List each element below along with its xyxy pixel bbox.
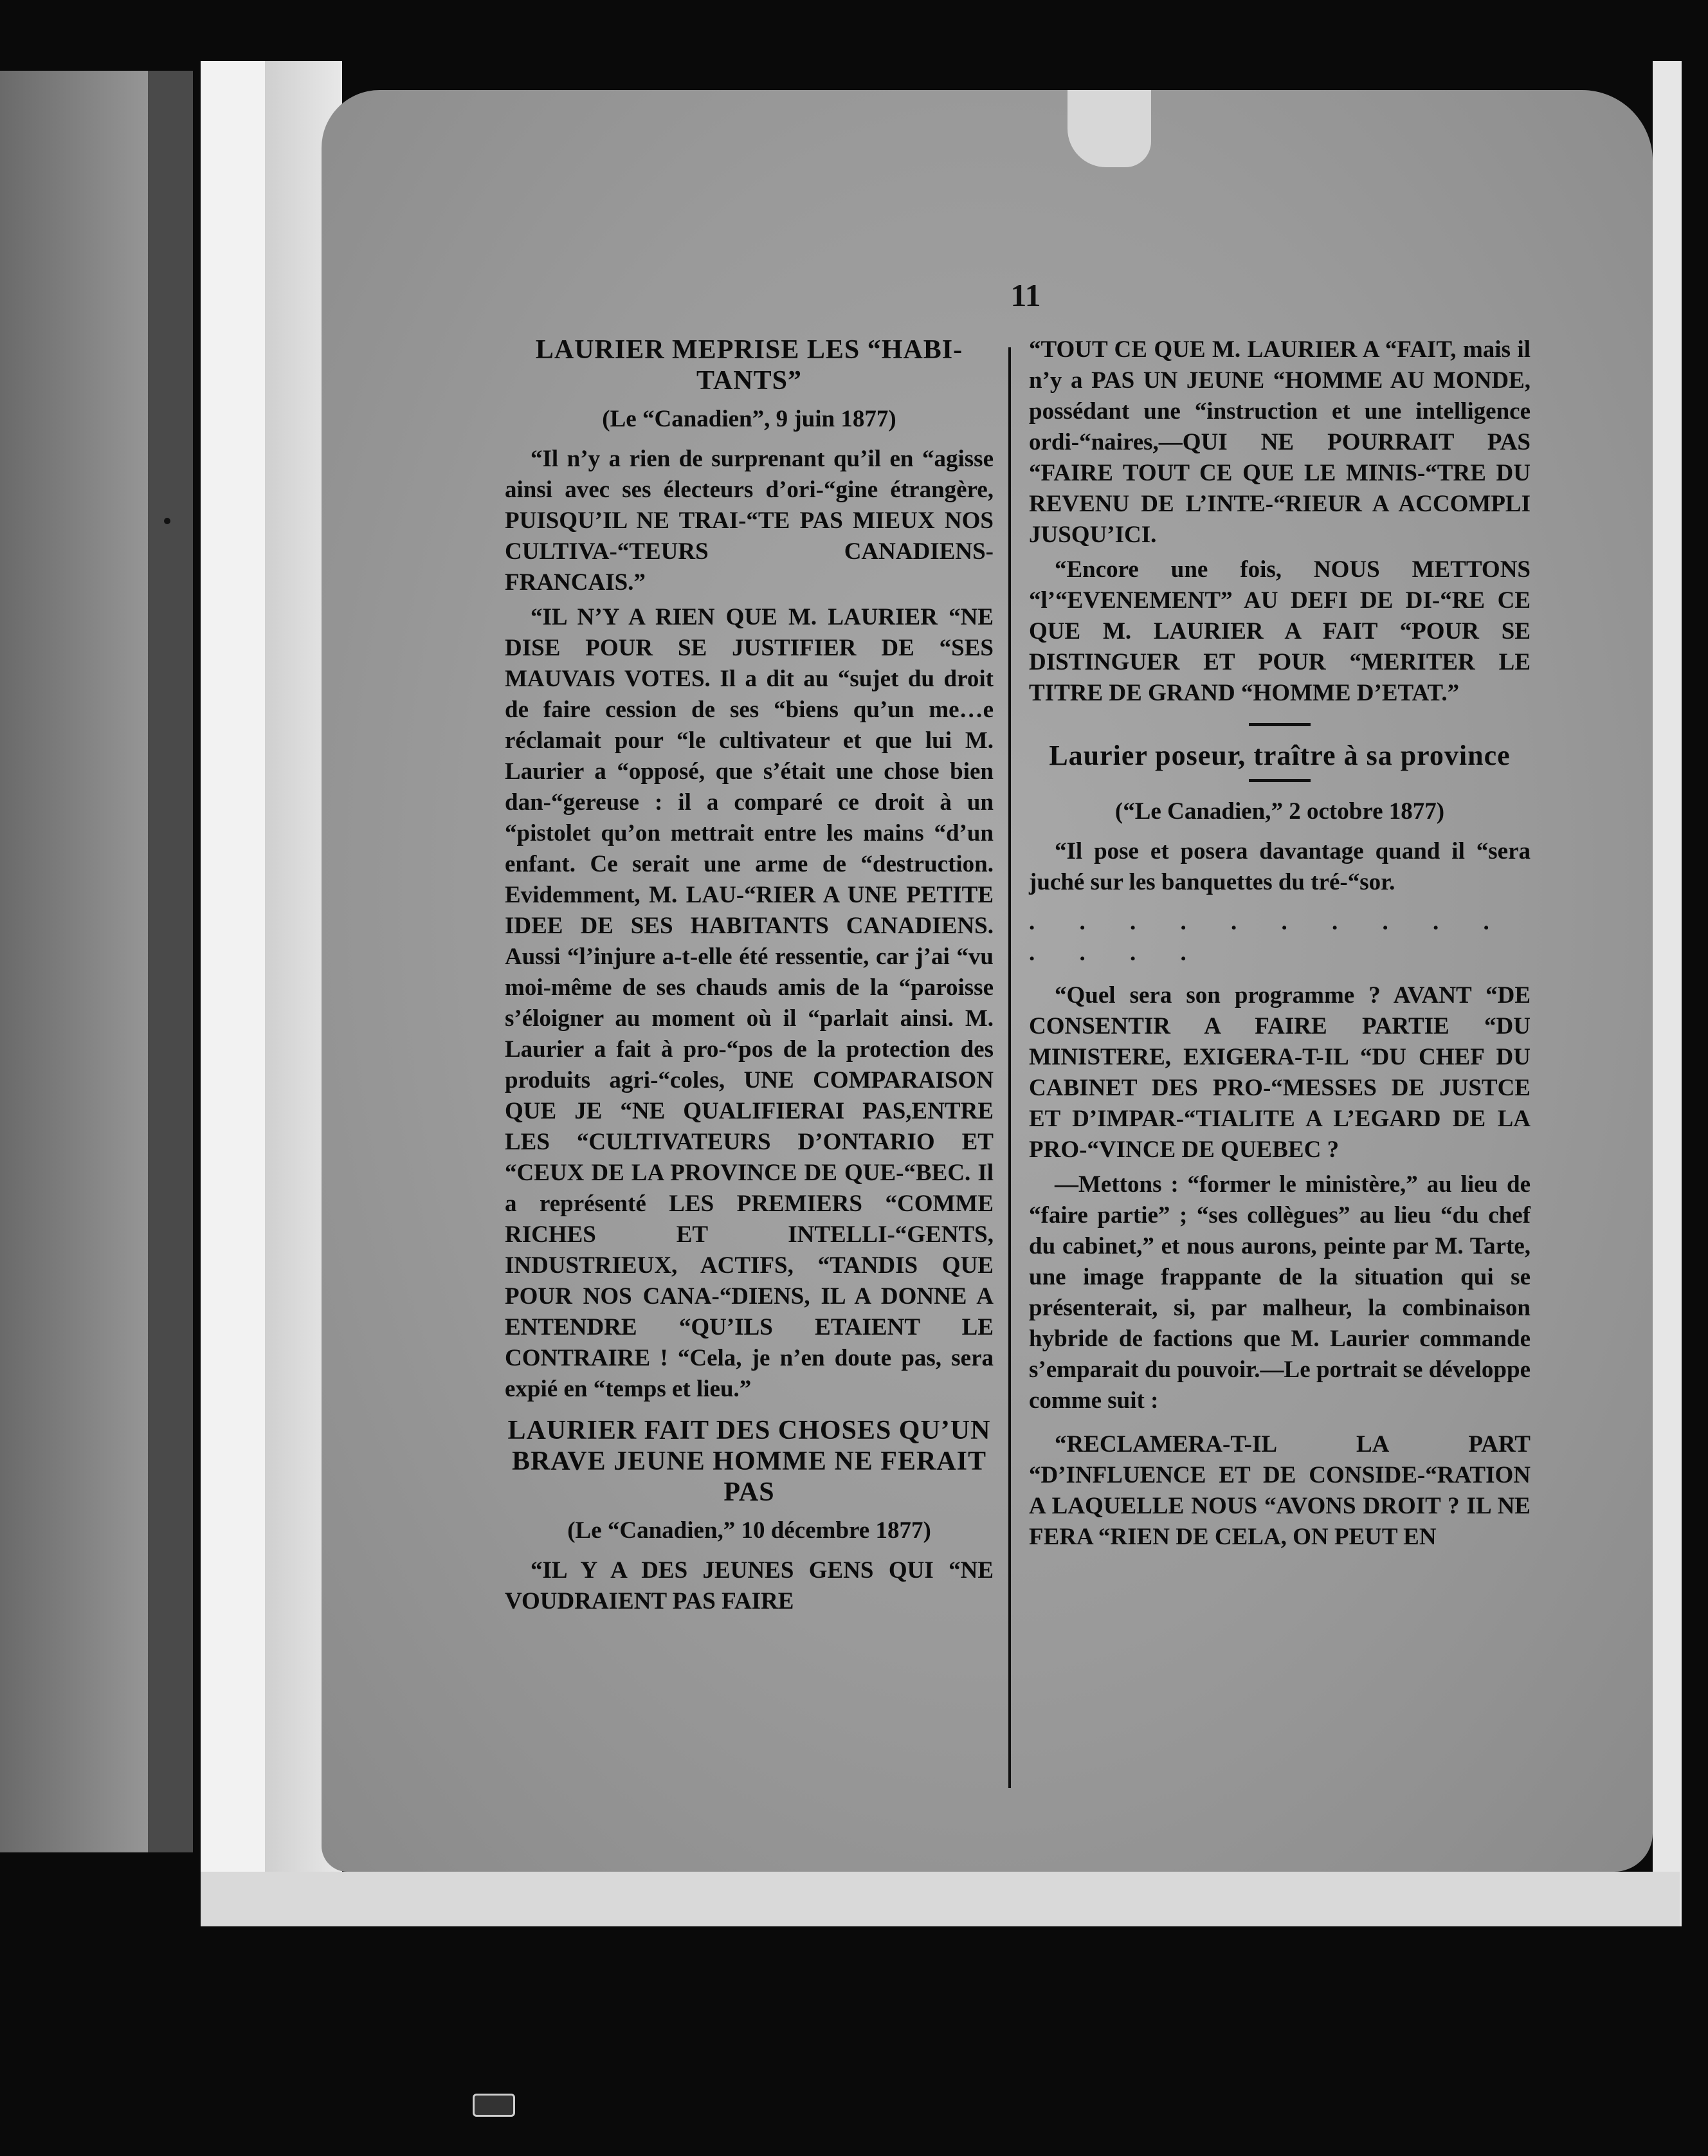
source-10-decembre-1877: (Le “Canadien,” 10 décembre 1877)	[567, 1517, 931, 1544]
scanner-mark	[473, 2094, 515, 2117]
binding-strip	[201, 61, 265, 1926]
paragraph: “Quel sera son programme ? AVANT “DE CONSENTIR A FAIRE PARTIE “DU MINISTERE, EXIGERA-T-IL “DU CHEF DU CABINET DES PRO-“MESSES DE JUSTCE ET D’IMPAR-“TIALITE A L’EGARD DE LA PRO-“VINCE DE QUEBEC ?	[1029, 982, 1531, 1163]
right-board-edge	[1653, 61, 1682, 1926]
bottom-board-edge	[201, 1872, 1680, 1926]
section-rule	[1249, 779, 1311, 782]
paragraph: “Il n’y a rien de surprenant qu’il en “agisse ainsi avec ses électeurs d’ori-“gine étrangère, PUISQU’IL NE TRAI-“TE PAS MIEUX NOS CULTIVA-“TEURS CANADIENS-FRANCAIS.”	[505, 446, 994, 596]
source-9-juin-1877: (Le “Canadien”, 9 juin 1877)	[602, 406, 896, 432]
paragraph: “IL N’Y A RIEN QUE M. LAURIER “NE DISE POUR SE JUSTIFIER DE “SES MAUVAIS VOTES. Il a dit au “sujet du droit de faire cession de ses “biens qu’un me…e réclamait pour “le cultivateur et que lui M. Laurier a “opposé, que s’était une chose bien dan-“gereuse : il a comparé ce droit à un “pistolet qu’on mettrait entre les mains “d’un enfant. Ce serait une arme de “destruction. Evidemment, M. LAU-“RIER A UNE PETITE IDEE DE SES HABITANTS CANADIENS. Aussi “l’injure a-t-elle été ressentie, car j’ai “vu moi-même de ses chauds amis de la “paroisse s’éloigner au moment où il “parlait ainsi. M. Laurier a fait à pro-“pos de la protection des produits agri-“coles, UNE COMPARAISON QUE JE “NE QUALIFIERAI PAS,ENTRE LES “CULTIVATEURS D’ONTARIO ET “CEUX DE LA PROVINCE DE QUE-“BEC. Il a représenté LES PREMIERS “COMME RICHES ET INTELLI-“GENTS, INDUSTRIEUX, ACTIFS, “TANDIS QUE POUR NOS CANA-“DIENS, IL A DONNE A ENTENDRE “QU’ILS ETAIENT LE CONTRAIRE ! “Cela, je n’en doute pas, sera expié en “temps et lieu.”	[505, 604, 994, 1402]
paragraph: “TOUT CE QUE M. LAURIER A “FAIT, mais il n’y a PAS UN JEUNE “HOMME AU MONDE, possédant une “instruction et une intelligence ordi-“naires,—QUI NE POURRAIT PAS “FAIRE TOUT CE QUE LE MINIS-“TRE DU REVENU DE L’INTE-“RIEUR A ACCOMPLI JUSQU’ICI.	[1029, 336, 1531, 548]
previous-page-shadow	[148, 71, 193, 1852]
page-number: 11	[1010, 277, 1041, 313]
right-column	[1029, 334, 1531, 1557]
paragraph: “RECLAMERA-T-IL LA PART “D’INFLUENCE ET DE CONSIDE-“RATION A LAQUELLE NOUS “AVONS DROIT ? IL NE FERA “RIEN DE CELA, ON PEUT EN	[1029, 1431, 1531, 1550]
heading-laurier-meprise: LAURIER MEPRISE LES “HABI-TANTS”	[535, 335, 963, 396]
section-rule	[1249, 723, 1311, 726]
margin-dot	[164, 518, 170, 524]
column-divider	[1008, 347, 1011, 1788]
left-column	[505, 334, 994, 1621]
source-2-octobre-1877: (“Le Canadien,” 2 octobre 1877)	[1114, 798, 1445, 825]
heading-laurier-fait-des-choses: LAURIER FAIT DES CHOSES QU’UN BRAVE JEUNE HOMME NE FERAIT PAS	[507, 1416, 991, 1507]
paragraph: “Encore une fois, NOUS METTONS “l’“EVENEMENT” AU DEFI DE DI-“RE CE QUE M. LAURIER A FAIT “POUR SE DISTINGUER ET POUR “MERITER LE TITRE DE GRAND “HOMME D’ETAT.”	[1029, 556, 1531, 706]
heading-laurier-poseur: Laurier poseur, traître à sa province	[1049, 740, 1511, 771]
paragraph: “IL Y A DES JEUNES GENS QUI “NE VOUDRAIENT PAS FAIRE	[505, 1557, 994, 1614]
paragraph: “Il pose et posera davantage quand il “sera juché sur les banquettes du tré-“sor.	[1029, 838, 1531, 895]
ellipsis-line: . . . . . . . . . . . . . .	[1029, 909, 1509, 966]
paragraph: —Mettons : “former le ministère,” au lieu de “faire partie” ; “ses collègues” au lieu “du chef du cabinet,” et nous aurons, peinte par M. Tarte, une image frappante de la situation qui se présenterait, si, par malheur, la combinaison hybride de factions que M. Laurier commande s’emparait du pouvoir.—Le portrait se développe comme suit :	[1029, 1171, 1531, 1414]
page-tear	[1068, 90, 1151, 167]
